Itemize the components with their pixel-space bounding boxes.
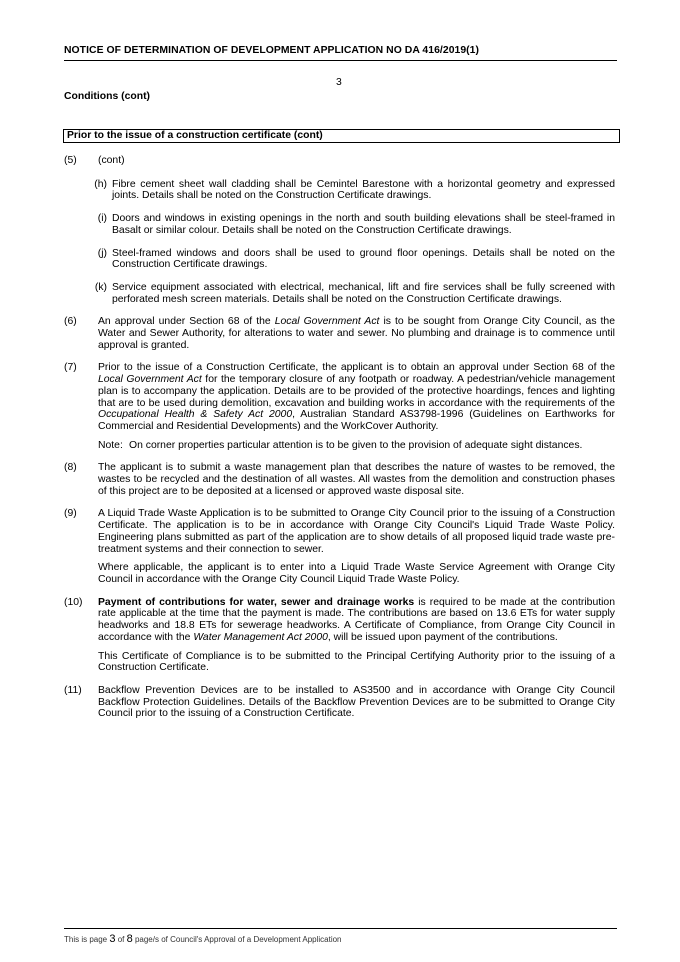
sub-text: Service equipment associated with electrical, mechanical, lift and fire services shall be fully screened with perforated mesh screen materials. Details shall be noted on the Construction Certificate drawings. — [112, 281, 615, 305]
footer-page-total: 8 — [126, 933, 133, 945]
condition-number: (9) — [64, 508, 77, 520]
sub-condition-j — [88, 248, 615, 271]
text-run: is required to be made at the contribution rate applicable at the time that the payment is made. The contributions are based on 13.6 ETs for water supply headworks and 18.8 ETs for sewerage headworks. A Certificate of Compliance, from Orange City Council in accordance with the — [98, 596, 615, 643]
sub-letter: (k) — [94, 281, 107, 293]
note-text: On corner properties particular attention is to be given to the provision of adequate sight distances. — [129, 439, 583, 451]
condition-item-6 — [64, 316, 615, 351]
condition-paragraph: A Liquid Trade Waste Application is to be submitted to Orange City Council prior to the issuing of a Construction Certificate. The application is to be in accordance with Orange City Council's Liquid Trade Waste Policy. Engineering plans submitted as part of the application are to show details of all proposed liquid trade waste pre-treatment systems and their connection to sewer. — [98, 508, 615, 555]
text-run: , will be issued upon payment of the contributions. — [327, 631, 558, 643]
act-name-italic: Occupational Health & Safety Act 2000 — [98, 409, 293, 421]
conditions-heading: Conditions (cont) — [64, 91, 150, 102]
text-run: , Australian Standard AS3798-1996 (Guidelines on Earthworks for Commercial and Residential Developments) and the WorkCover Authority. — [98, 409, 615, 432]
act-name-italic: Water Management Act 2000 — [193, 631, 328, 643]
footer-text: of — [115, 935, 127, 944]
section-title-box: Prior to the issue of a construction certificate (cont) — [63, 129, 620, 143]
condition-number: (10) — [64, 596, 83, 608]
condition-number: (8) — [64, 462, 77, 474]
sub-condition-i — [88, 213, 615, 236]
condition-paragraph: This Certificate of Compliance is to be submitted to the Principal Certifying Authority prior to the issuing of a Construction Certificate. — [98, 650, 615, 674]
condition-number: (5) — [64, 155, 77, 166]
sub-text: Steel-framed windows and doors shall be used to ground floor openings. Details shall be noted on the Construction Certificate drawings. — [112, 247, 615, 271]
sub-letter: (i) — [97, 213, 107, 225]
continued-label: (cont) — [98, 155, 125, 166]
footer-text: page/s of Council's Approval of a Development Application — [132, 935, 342, 944]
condition-body — [98, 508, 615, 585]
note-block — [98, 440, 615, 452]
condition-body — [98, 597, 615, 674]
bold-lead-text: Payment of contributions for water, sewer and drainage works — [98, 596, 415, 608]
text-run: An approval under Section 68 of the — [98, 316, 275, 328]
text-run: is to be sought from Orange City Council, as the Water and Sewer Authority, for alterations to water and sewer. No plumbing and drainage is to commence until approval is granted. — [98, 316, 615, 351]
sub-condition-k — [88, 282, 615, 305]
page-number: 3 — [336, 77, 342, 88]
condition-paragraph — [98, 362, 615, 432]
condition-number: (7) — [64, 362, 77, 374]
footer-page-current: 3 — [109, 933, 116, 945]
act-name-italic: Local Government Act — [274, 316, 380, 328]
condition-item-8 — [64, 462, 615, 497]
condition-body: The applicant is to submit a waste management plan that describes the nature of wastes to be removed, the wastes to be recycled and the destination of all wastes. All wastes from the demolition and construction phases of this project are to be deposited at a licensed or approved waste disposal site. — [98, 462, 615, 497]
sub-text: Fibre cement sheet wall cladding shall be Cemintel Barestone with a horizontal geometry and expressed joints. Details shall be noted on the Construction Certificate drawings. — [112, 178, 615, 202]
condition-item-11 — [64, 685, 615, 720]
condition-number: (11) — [64, 684, 82, 696]
sub-conditions — [88, 179, 615, 306]
condition-item-9 — [64, 508, 615, 585]
condition-body — [98, 362, 615, 451]
text-run: for the temporary closure of any footpath or roadway. A pedestrian/vehicle management plan is to accompany the application. Details are to be provided of the protective hoardings, fences and lighting that are to be used during demolition, excavation and building works in accordance with the requirements of the — [98, 374, 615, 409]
sub-text: Doors and windows in existing openings in the north and south building elevations shall be steel-framed in Basalt or similar colour. Details shall be noted on the Construction Certificate drawings. — [112, 213, 615, 236]
sub-letter: (j) — [97, 247, 107, 259]
condition-item-5 — [64, 155, 615, 305]
condition-body: Backflow Prevention Devices are to be installed to AS3500 and in accordance with Orange City Council Backflow Protection Guidelines. Details of the Backflow Prevention Devices are to be submitted to Orange City Council prior to the issuing of a Construction Certificate. — [98, 684, 615, 720]
condition-body — [98, 316, 615, 351]
footer-text: This is page — [64, 935, 110, 944]
condition-paragraph: Where applicable, the applicant is to enter into a Liquid Trade Waste Service Agreement with Orange City Council in accordance with the Orange City Council Liquid Trade Waste Policy. — [98, 562, 615, 585]
condition-body — [94, 155, 615, 305]
condition-item-10 — [64, 597, 615, 674]
condition-number: (6) — [64, 316, 77, 328]
sub-condition-h — [88, 179, 615, 202]
act-name-italic: Local Government Act — [98, 374, 202, 386]
sub-letter: (h) — [94, 178, 107, 190]
footer-rule — [64, 928, 617, 929]
conditions-list — [64, 155, 615, 731]
header-rule — [64, 60, 617, 61]
document-header-title: NOTICE OF DETERMINATION OF DEVELOPMENT APPLICATION NO DA 416/2019(1) — [64, 45, 480, 56]
text-run: Prior to the issue of a Construction Certificate, the applicant is to obtain an approval under Section 68 of the — [98, 362, 615, 374]
condition-item-7 — [64, 362, 615, 451]
condition-paragraph — [98, 597, 615, 644]
note-label: Note: — [98, 439, 123, 451]
page-footer — [64, 933, 342, 945]
